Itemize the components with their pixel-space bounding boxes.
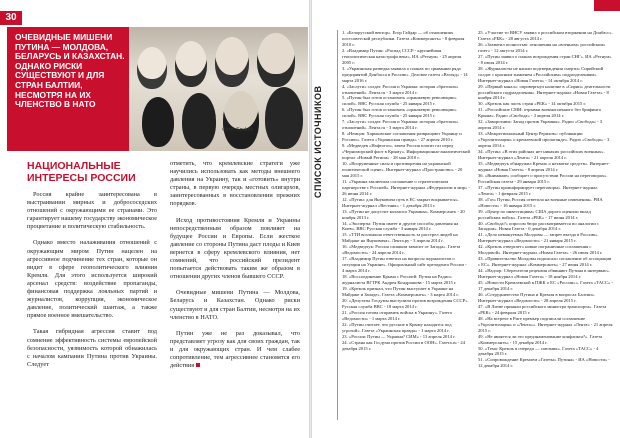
references-column-1 [342,30,470,351]
divider [337,30,338,420]
reference-item: 16. «Медведчук: Россия слишком зависит от Запада». Газета «Ведомости» - 24 апреля 2014 г. [342,244,461,256]
figure-2 [175,41,207,87]
reference-item: 10. «Вооруженные силы и противоречия на украинской политической сцене». Интернет-журнал «Пространство» - 20 мая 2015 г. [342,160,463,178]
reference-item: 37. «Путин проинформирует переговоры». Интернет-журнал «Лента» - 1 февраля 2015 г. [478,184,598,196]
reference-item: 1. «Белорусский вектор». Егор Гайдар — об отношениях постсоветской республики. Газета «Коммерсантъ» - 8 февраля 2010 г. [342,30,465,47]
corner-accent [594,0,620,11]
sources-sidebar [312,28,336,438]
paragraph: Россия крайне заинтересована в выстраивании мирных и добрососедских отношений с окружающими ее странами. Это гарантирует нашему государству экономическое процветание и политическую стабильность. [27,191,157,231]
reference-item: 4. «Заслуги» солдат. Россия и Украина: история «братских» отношений». Лента.ru - 3 марта 2014 г. [342,83,459,95]
paragraph-text: Путин уже не раз доказывал, что представляет угрозу как для своих граждан, так и для окружающих стран. И чем слабее сопротивление, тем агрессивнее становятся его действия [170,329,300,370]
reference-item: 42. «Кремль отвергает» новые пограничные соглашения с Молдовой». Интернет-журнал «Новая Газета» - 26 июля 2014 г. [478,244,603,256]
reference-item: 41. «Дело неминуемых Молдовы — запрет въезда в Россию». Интернет-журнал «Ведомости» - 21 января 2015 г. [478,232,599,244]
reference-item: 11. «Украина заключила соглашение о стратегическом партнерстве с Россией». Интернет-журнал «Федерализм и мир» - 26 июня 2014 г. [342,178,470,196]
reference-item: 39. «Центр по инвестициям» США дорого оценили вклад российских войск». Газета «РБК» - 17 июня 2014 г. [478,208,591,220]
section-heading: НАЦИОНАЛЬНЫЕ ИНТЕРЕСЫ РОССИИ [27,160,136,184]
reference-item: 49. «Не является ли это предзнаменование конфликта?». Газета «Коммерсантъ» - 15 декабря 2014 г. [478,333,603,345]
reference-item: 29. «Первый канал»: опровергнул наличие в «Сирии» деятельности российского подразделения». Интернет-журнал «Новая Газета» - 8 ноября 2014 г. [478,83,611,101]
reference-item: 7. «Заслуги» солдат. Россия и Украина: история «братских» отношений». Лента.ru - 3 марта 2014 г. [342,119,459,131]
reference-item: 19. «Кремль признал, что Путин выступает в Украине на Майдане и Западе». Газета «Коммерсантъ» - 3 марта 2014 г. [342,285,459,297]
paragraph: Исход противостояния Кремля и Украины непосредственным образом повлияет на будущее России и Европы. Если жесткое давление со стороны Путина даст плоды и Киев вернется в сферу кремлевского влияния, нет сомнений, что российский президент попытается действовать таким же образом в отношении других членов бывшего СССР. [170,216,300,281]
reference-item: 35. «Медведчук обнаружил Кремль о нехватке средств». Интернет-журнал «Новая Газета» - 8 апреля 2014 г. [478,160,610,172]
reference-item: 47. «В Литве приняли российского министра транспорта». Газета «РБК» - 24 февраля 2015 г. [478,303,607,315]
reference-item: 40. «Свобода?» опросом бюро рассматривается по аналогии с Западом». Новая Газета - 6 декабря 2014 г. [478,220,599,232]
reference-item: 24. «Страна как Госдума против России и ООН». Газета.ru - 24 декабря 2015 г. [342,339,466,351]
paragraph [170,330,300,370]
reference-item: 51. «Сопровождение Кремлем «Газеты» Путина» - ИА «Новости» - 12 декабря 2014 г. [478,357,610,369]
reference-item: 22. «Путин считает, что русские в Крыму находятся под угрозой». Газета «Украинская правда» - 1 марта 2014 г. [342,321,452,333]
paragraph: Очевидные мишени Путина — Молдова, Беларусь и Казахстан. Однако риски существуют и для стран Балтии, несмотря на их членство в НАТО. [170,289,300,321]
reference-item: 5. «Путин был готов остановить «оранжевую революцию» силой». BBC Русская служба - 25 января 2015 г. [342,95,457,107]
figure-5 [142,97,174,147]
figure-3 [215,37,249,87]
figure-8 [265,87,303,149]
pull-quote: ОЧЕВИДНЫЕ МИШЕНИ ПУТИНА — МОЛДОВА, БЕЛАРУСЬ И КАЗАХСТАН. ОДНАКО РИСКИ СУЩЕСТВУЮТ И ДЛЯ СТРАН БАЛТИИ, НЕСМОТРЯ НА ИХ ЧЛЕНСТВО В НАТО [7,27,129,151]
reference-item: 50. «Тема: Кремль в очереди — союзник». Газета «ТАСС» - 4 декабря 2015 г. [478,345,599,357]
reference-item: 32. «Заворотнюк: Запад против Украины». Радио «Свобода» - 3 апреля 2014 г. [478,119,603,131]
reference-item: 33. «Межрегиональный Центр Рерихов»: публикации «Укрзлитизация» о кремлевской пропаганде». Радио «Свобода» - 3 апреля 2014 г. [478,131,610,149]
reference-item: 45. «Новости Кремлевской в ПЖК о ЕС «России»». Газета «ТАСС» - 17 декабря 2014 г. [478,280,613,291]
reference-item: 28. «Журналисты не нашли подтверждения смерти» Сирийский солдат с красным знаменем «Российским» подразделениям». Интернет-журнал «Новая Газета» - 14 октября 2014 г. [478,65,604,83]
reference-item: 9. «Медведев «Нафтогаз», зачем Россия платит газ перед «Черноморский флот в Крыму». Информационно-аналитический портал «Новый Регион» - 28 мая 2010 г. [342,143,470,161]
figure-6 [182,93,216,149]
reference-item: 23. «Россия: Путин — Украина? СИМ» - 13 апреля 2014 г. [342,333,456,339]
reference-item: 46. «Сотрудничество Путина и Кремля в вопросах Балтии». Интернет-журнал «Ведомости» - 28 апреля 2015 г. [478,291,596,303]
reference-item: 14. «Эксперты: Путин имеет и другие способы давления на Киев». BBC Русская служба - 3 января 2014 г. [342,220,459,232]
reference-item: 12. «Путин: для Януковича путь в ЕС закрыт вскрывается». Интернет-журнал «Вестник» - 1 декабря 2013 г. [342,196,459,208]
reference-item: 31. «Российские СМИ: отрывки военнопленного без брифинга Крыма». Радио «Свобода» - 3 апреля 2014 г. [478,107,601,119]
reference-item: 34. «Путин: «В этих районах нет никаких российских военных». Интернет-журнал «Лента» - 21 апреля 2014 г. [478,149,605,161]
figure-7 [223,91,259,149]
reference-item: 26. «Захватил полностью: отношения на «военном» российском» газет» - 12 августа 2014 г. [478,41,606,53]
references-column-2 [478,30,613,369]
reference-item: 21. «Россия готова отправить войска в Украину». Газета «Ведомости» - 1 марта 2014 г. [342,309,452,321]
reference-item: 27. «Путин заявил о планах возрождения стран СНГ». ИА «Регнум» - 8 июля 2014 г. [478,53,612,65]
reference-item: 48. «На встрече в Риге премьер подписали соглашение «Укрзлитизация» и «Лента»». Интернет-журнал «Лента» - 21 апреля 2015 г. [478,315,613,333]
sources-title: СПИСОК ИСТОЧНИКОВ [313,85,323,198]
reference-item: 30. «Кремль как часть стран «РБК» - 14 октября 2015 г. [478,101,586,107]
reference-item: 36. «Внимание» сообщает о присутствии России на переговорах». Российская газета - 29 января 2015 г. [478,172,608,184]
article-column-2 [170,160,300,378]
end-mark-icon [196,363,200,367]
paragraph: Однако вместо налаживания отношений с окружающим миром Путин нацелен на агрессивное подчинение тех стран, которые он видит в сфере геополитического влияния Кремля. Для этого используется широкий арсенал средств: воздействие пропаганды, финансовая поддержка лояльных партий и журналистов, коррупция, экономическое давление, политический шантаж, а также прямое военное вмешательство. [27,239,157,320]
figure-1 [137,47,167,89]
reference-item: 6. «Путин был готов остановить «оранжевую революцию» силой». BBC Русская служба - 25 января 2015 г. [342,107,457,119]
reference-item: 38. «Газ» Путин, Россия ответила на военные изменения». РИА «Новости» - 16 января 2015 г. [478,196,603,208]
figure-4 [257,33,295,87]
reference-item: 3. «Украинская разведка заявила о планах по срыванию ряда предприятий Донбасса в Россию». Деловое газета «Взгляд» - 14 марта 2016 г. [342,65,468,83]
reference-item: 44. «Надзор: Сберегатели рецензия обвиняют Путина в интервью». Интернет-журнал «Новая Газета» - 18 ноября 2014 г. [478,268,610,280]
reference-item: 15. «ТТИ возложила ответственность за расстрел людей на Майдане на Януковича». Лента.ру - 3 апреля 2014 г. [342,232,458,244]
reference-item: 20. «Депутаты Госдумы выступили против возрождения СССР». Русская служба BBC - 18 марта 2014 г. [342,297,469,309]
article-column-1 [27,191,157,377]
reference-item: 43. «Правительство Молдовы подписало соглашение об ассоциации с ЕС». Интернет-журнал «Коммерсантъ» - 27 июня 2014 г. [478,256,612,268]
paragraph: Такая гибридная агрессия ставит под сомнение эффективность системы европейской безопасности, уязвимость которой обнажилась с началом кампании Путина против Украины. Следует [27,328,157,368]
reference-item: 2. «Владимир Путин: «Распад СССР - крупнейшая геополитическая катастрофа века». ИА «Регнум» - 25 апреля 2005 г. [342,47,462,65]
reference-item: 25. «Участие то ВНСУ заявил о российском вторжении на Донбасс». Газета «РБК» - 28 августа 2014 г. [478,30,613,41]
paragraph: отметить, что кремлевские стратеги уже научились использовать как методы внешнего давления на Украину, так и «готовить» внутри страны, в первую очередь местных олигархов, заинтересованных в восстановлении прежних порядков. [170,160,300,208]
reference-item: 18. «Воссоединение Крыма с Россией: Путин на Радио» журналиста ВГТРК Андрея Кондрашова - 15 марта 2015 г. [342,274,457,286]
reference-item: 8. «Немцов: Харьковские соглашения развращают Украину и Россию». Газета «Украинская правда» - 27 апреля 2010 г. [342,131,462,143]
reference-item: 13. «Путин не допустит коллапса Украины». Коммерсантъ - 20 ноября 2013 г. [342,208,465,220]
photo-credit: Фото: Spuknk [222,127,253,133]
page-number: 30 [0,11,22,25]
reference-item: 17. «Владимир Путин ответил на вопросы журналистов о ситуации на Украине». Официальный сайт президента России - 4 марта 2014 г. [342,256,467,274]
